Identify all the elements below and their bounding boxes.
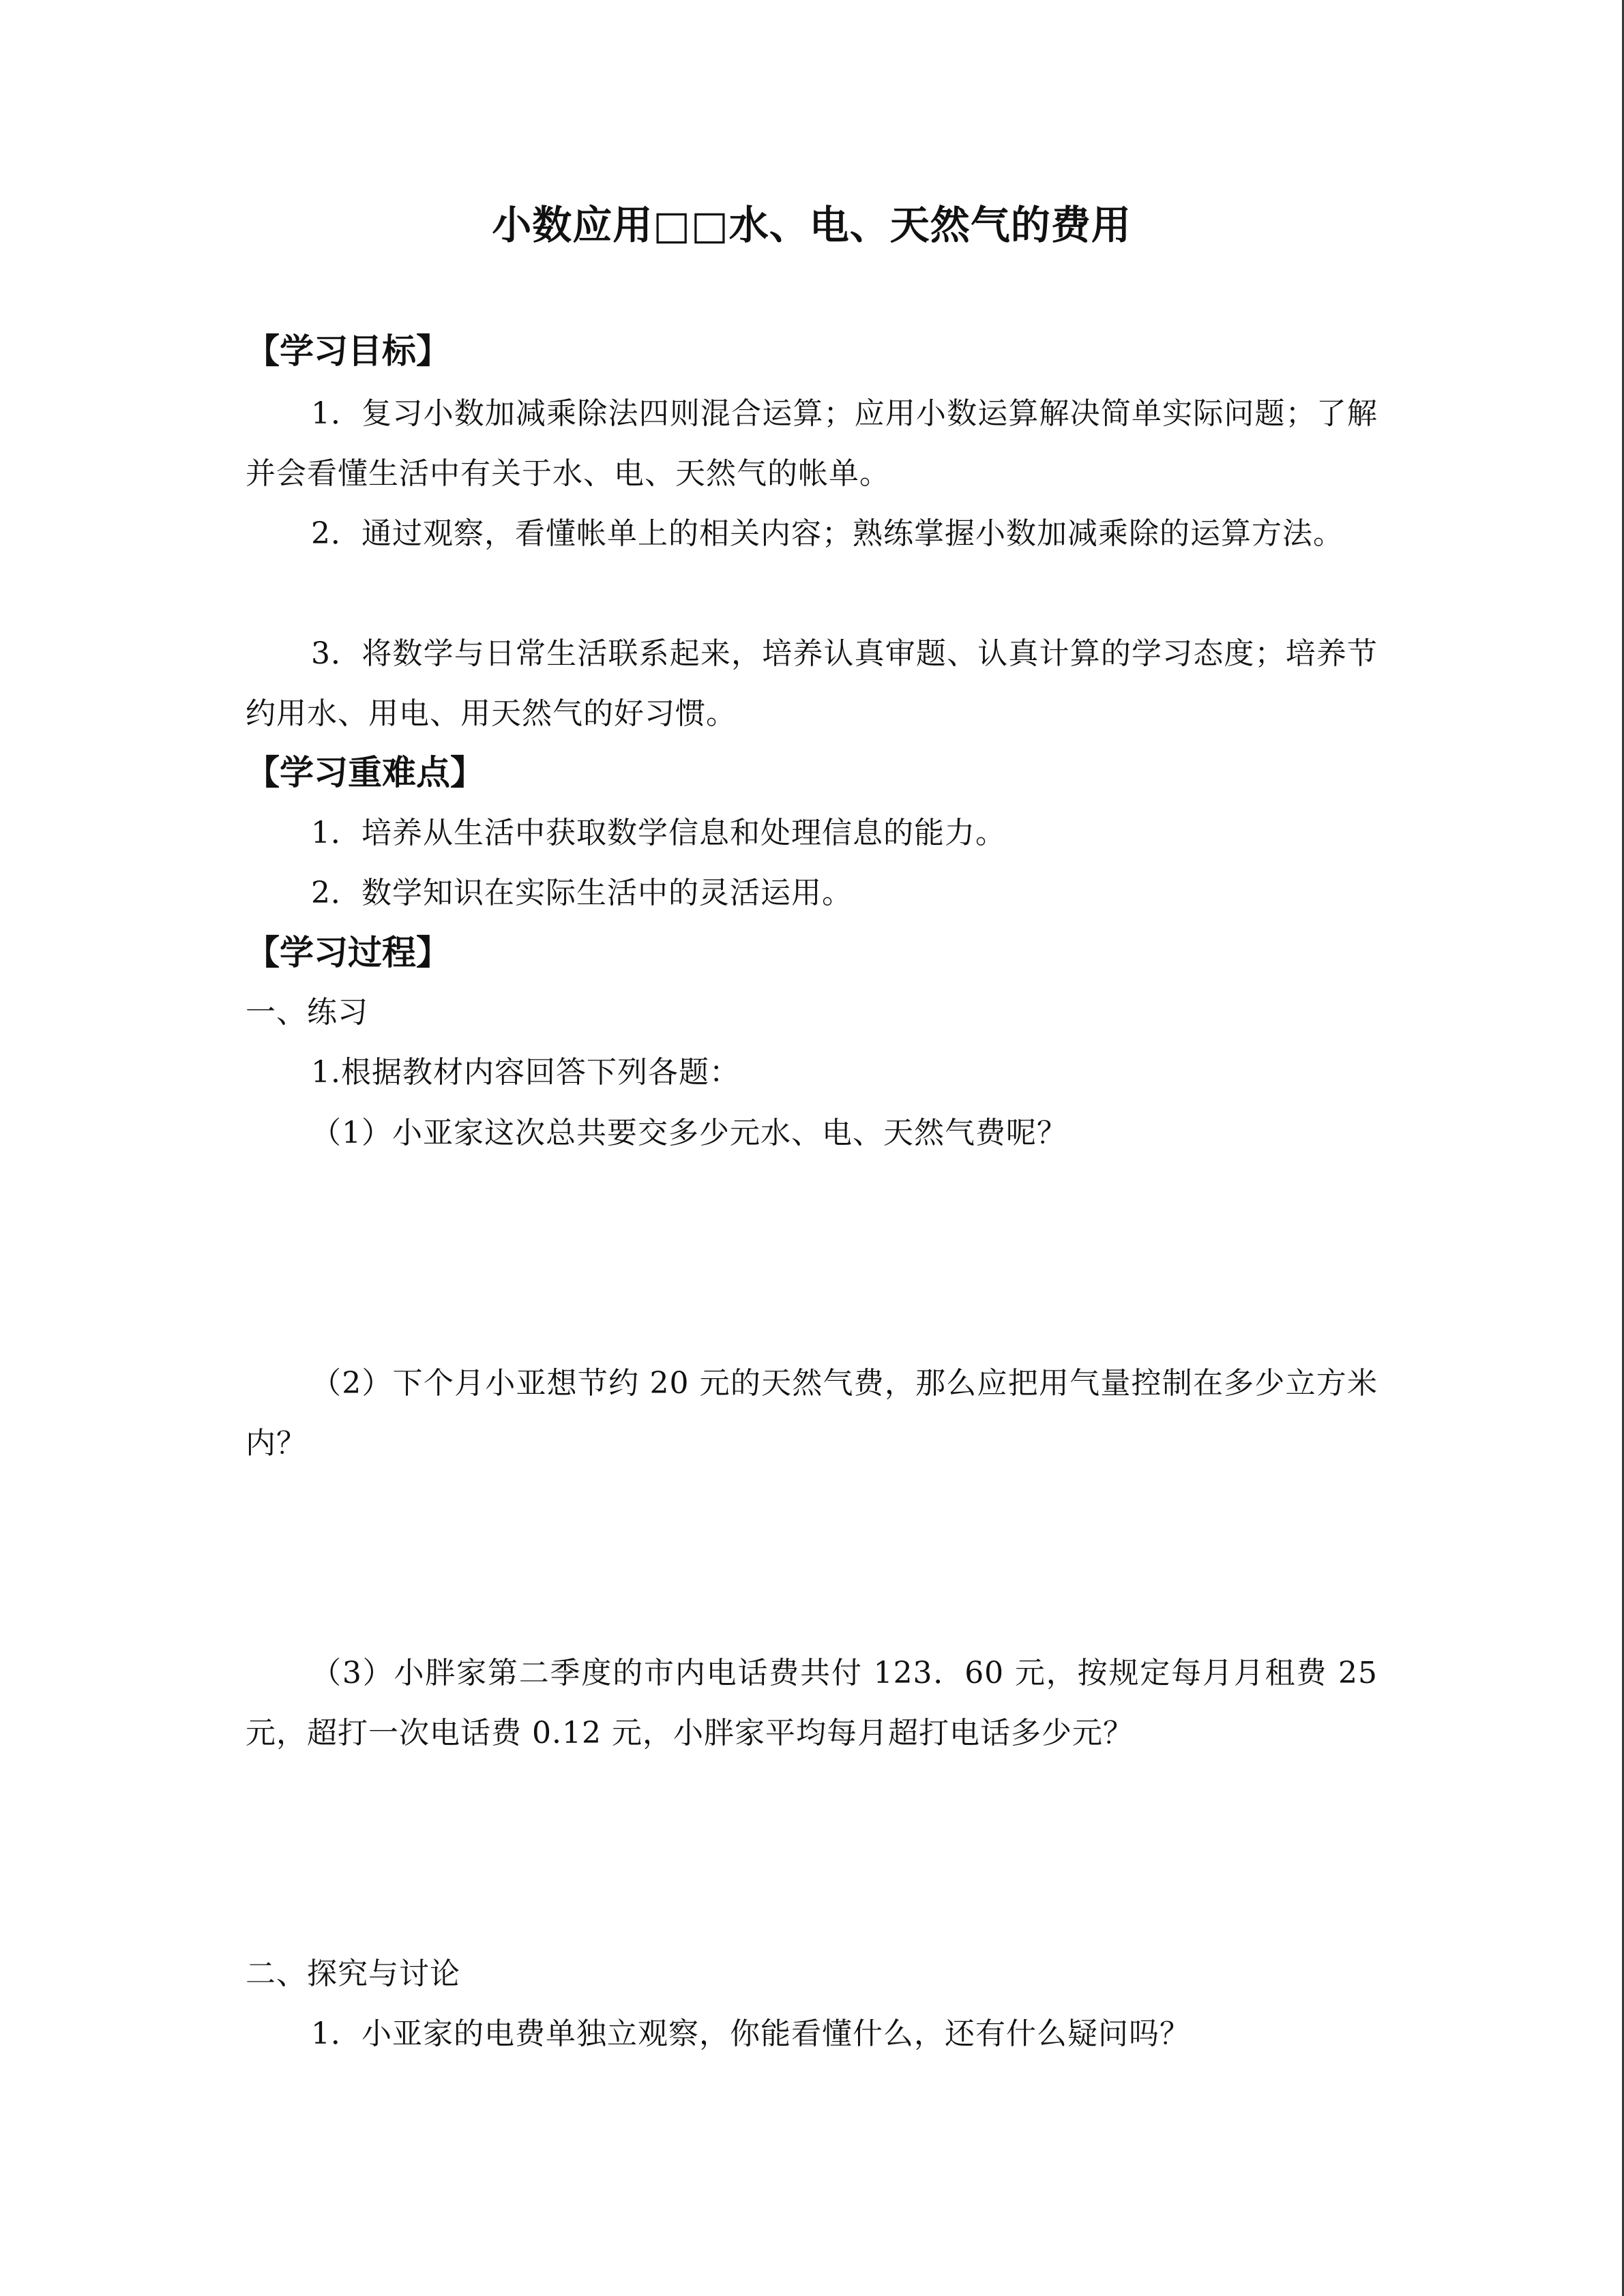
section-heading-key-points: 【学习重难点】	[246, 753, 484, 792]
key-point-item-2: 2．数学知识在实际生活中的灵活运用。	[311, 876, 853, 910]
question-2: （2）下个月小亚想节约 20 元的天然气费，那么应把用气量控制在多少立方米内？	[246, 1366, 1378, 1461]
part-2-item-1: 1．小亚家的电费单独立观察，你能看懂什么，还有什么疑问吗？	[311, 2016, 1190, 2051]
objective-item-1: 1．复习小数加减乘除法四则混合运算；应用小数运算解决简单实际问题；了解并会看懂生活中有关于水、电、天然气的帐单。	[246, 396, 1378, 491]
part-1-title: 一、练习	[246, 995, 368, 1030]
part-2-title: 二、探究与讨论	[246, 1956, 460, 1991]
key-point-item-1: 1．培养从生活中获取数学信息和处理信息的能力。	[311, 816, 1006, 850]
objective-item-3: 3．将数学与日常生活联系起来，培养认真审题、认真计算的学习态度；培养节约用水、用电、用天然气的好习惯。	[246, 636, 1378, 731]
section-heading-process: 【学习过程】	[246, 933, 450, 972]
question-1: （1）小亚家这次总共要交多少元水、电、天然气费呢？	[311, 1116, 1067, 1150]
document-title: 小数应用□□水、电、天然气的费用	[492, 202, 1132, 248]
question-3: （3）小胖家第二季度的市内电话费共付 123．60 元，按规定每月月租费 25 元，超打一次电话费 0.12 元，小胖家平均每月超打电话多少元？	[246, 1656, 1378, 1750]
section-heading-objectives: 【学习目标】	[246, 331, 450, 371]
objective-item-2: 2．通过观察，看懂帐单上的相关内容；熟练掌握小数加减乘除的运算方法。	[311, 516, 1344, 551]
part-1-intro: 1.根据教材内容回答下列各题：	[311, 1055, 740, 1090]
